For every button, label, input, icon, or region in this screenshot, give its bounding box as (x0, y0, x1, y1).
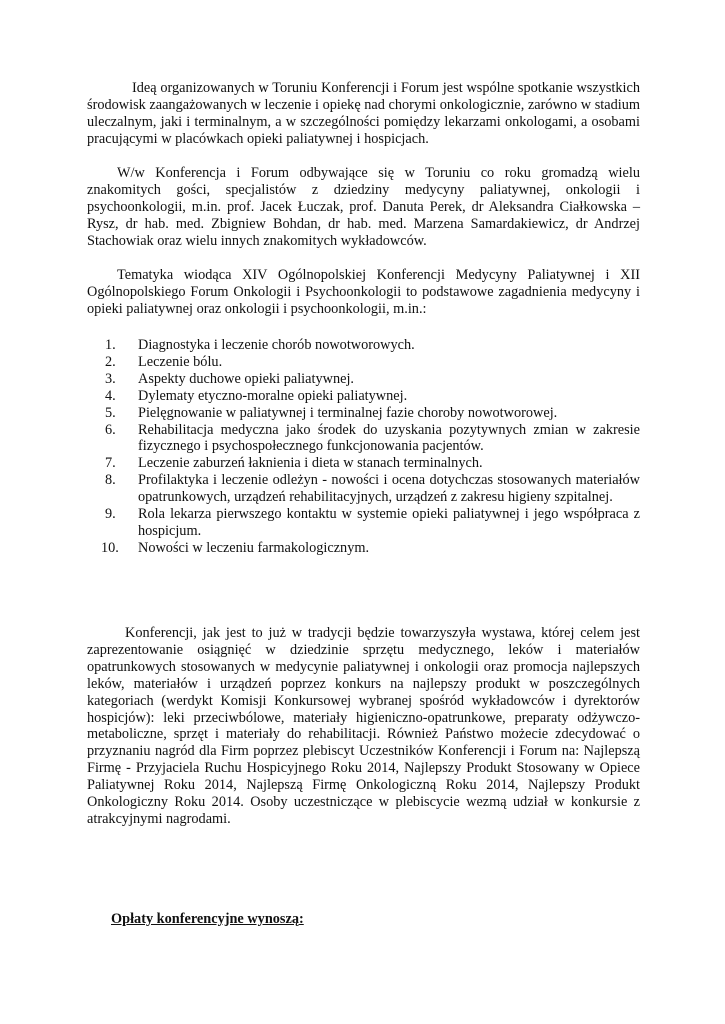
list-item-number: 7. (105, 455, 116, 472)
list-item-number: 9. (105, 506, 116, 523)
list-item (87, 455, 640, 472)
list-item (87, 506, 640, 540)
intro-text: Ideą organizowanych w Toruniu Konferencji i Forum jest wspólne spotkanie wszystkich środowisk zaangażowanych w leczenie i opiekę nad chorymi onkologicznie, zarówno w stadium uleczalnym, jaki i terminalnym, a w szczególności pomiędzy lekarzami onkologami, a osobami pracującymi w placówkach opieki paliatywnej i hospicjach. (87, 80, 640, 147)
list-item-text: Rola lekarza pierwszego kontaktu w systemie opieki paliatywnej i jego współpraca z hospicjum. (138, 506, 640, 539)
topics-intro-paragraph (87, 267, 640, 318)
topics-intro-text: Tematyka wiodąca XIV Ogólnopolskiej Konferencji Medycyny Paliatywnej i XII Ogólnopolskiego Forum Onkologii i Psychoonkologii to podstawowe zagadnienia medycyny i opieki paliatywnej oraz onkologii i psychoonkologii, m.in.: (87, 267, 640, 317)
list-item (87, 540, 640, 557)
list-item-text: Leczenie bólu. (138, 353, 223, 370)
list-item (87, 405, 640, 422)
list-item (87, 472, 640, 506)
list-item-text: Diagnostyka i leczenie chorób nowotworowych. (138, 337, 415, 353)
list-item-number: 5. (105, 404, 116, 421)
list-item-number: 6. (105, 421, 116, 438)
list-item-text: Profilaktyka i leczenie odleżyn - nowości i ocena dotychczas stosowanych materiałów opatrunkowych, urządzeń rehabilitacyjnych, urządzeń z zakresu higieny szpitalnej. (138, 472, 640, 506)
list-item-text: Rehabilitacja medyczna jako środek do uzyskania pozytywnych zmian w zakresie fizycznego i psychospołecznego funkcjonowania pacjentów. (138, 421, 640, 455)
list-item (87, 388, 640, 405)
list-item-number: 2. (105, 353, 116, 370)
fees-heading: Opłaty konferencyjne wynoszą: (111, 911, 304, 927)
list-item (87, 354, 640, 371)
intro-paragraph (87, 80, 640, 148)
guests-paragraph (87, 165, 640, 250)
list-item (87, 337, 640, 354)
exhibition-text: Konferencji, jak jest to już w tradycji będzie towarzyszyła wystawa, której celem jest zaprezentowanie osiągnięć w dziedzinie sprzętu medycznego, leków i materiałów opatrunkowych stosowanych w medycynie paliatywnej i onkologii oraz promocja najlepszych leków, materiałów i urządzeń poprzez konkurs na najlepszy produkt w poszczególnych kategoriach (werdykt Komisji Konkursowej wybranej spośród wykładowców i dyrektorów hospicjów): leki przeciwbólowe, materiały higieniczno-opatrunkowe, preparaty odżywczo-metaboliczne, sprzęt i materiały do rehabilitacji. Również Państwo możecie zdecydować o przyznaniu nagród dla Firm poprzez plebiscyt Uczestników Konferencji i Forum na: Najlepszą Firmę - Przyjaciela Ruchu Hospicyjnego Roku 2014, Najlepszy Produkt Stosowany w Opiece Paliatywnej Roku 2014, Najlepszą Firmę Onkologiczną Roku 2014, Najlepszy Produkt Onkologiczny Roku 2014. Osoby uczestniczące w plebiscycie wezmą udział w konkursie z atrakcyjnymi nagrodami. (87, 625, 640, 827)
list-item-text: Dylematy etyczno-moralne opieki paliatywnej. (138, 387, 408, 404)
list-item-number: 4. (105, 387, 116, 404)
list-item (87, 371, 640, 388)
list-item-number: 1. (105, 337, 116, 353)
list-item-text: Aspekty duchowe opieki paliatywnej. (138, 370, 354, 387)
exhibition-paragraph (87, 625, 640, 828)
list-item-number: 3. (105, 370, 116, 387)
list-item-number: 10. (101, 539, 119, 556)
list-item (87, 422, 640, 456)
guests-text: W/w Konferencja i Forum odbywające się w Toruniu co roku gromadzą wielu znakomitych gości, specjalistów z dziedziny medycyny paliatywnej, onkologii i psychoonkologii, m.in. prof. Jacek Łuczak, prof. Danuta Perek, dr Aleksandra Ciałkowska – Rysz, dr hab. med. Zbigniew Bohdan, dr hab. med. Marzena Samardakiewicz, dr Andrzej Stachowiak oraz wielu innych znakomitych wykładowców. (87, 165, 640, 249)
topics-list (87, 337, 640, 557)
list-item-text: Nowości w leczeniu farmakologicznym. (138, 539, 370, 556)
list-item-number: 8. (105, 472, 116, 489)
list-item-text: Leczenie zaburzeń łaknienia i dieta w stanach terminalnych. (138, 455, 483, 472)
list-item-text: Pielęgnowanie w paliatywnej i terminalnej fazie choroby nowotworowej. (138, 404, 558, 421)
